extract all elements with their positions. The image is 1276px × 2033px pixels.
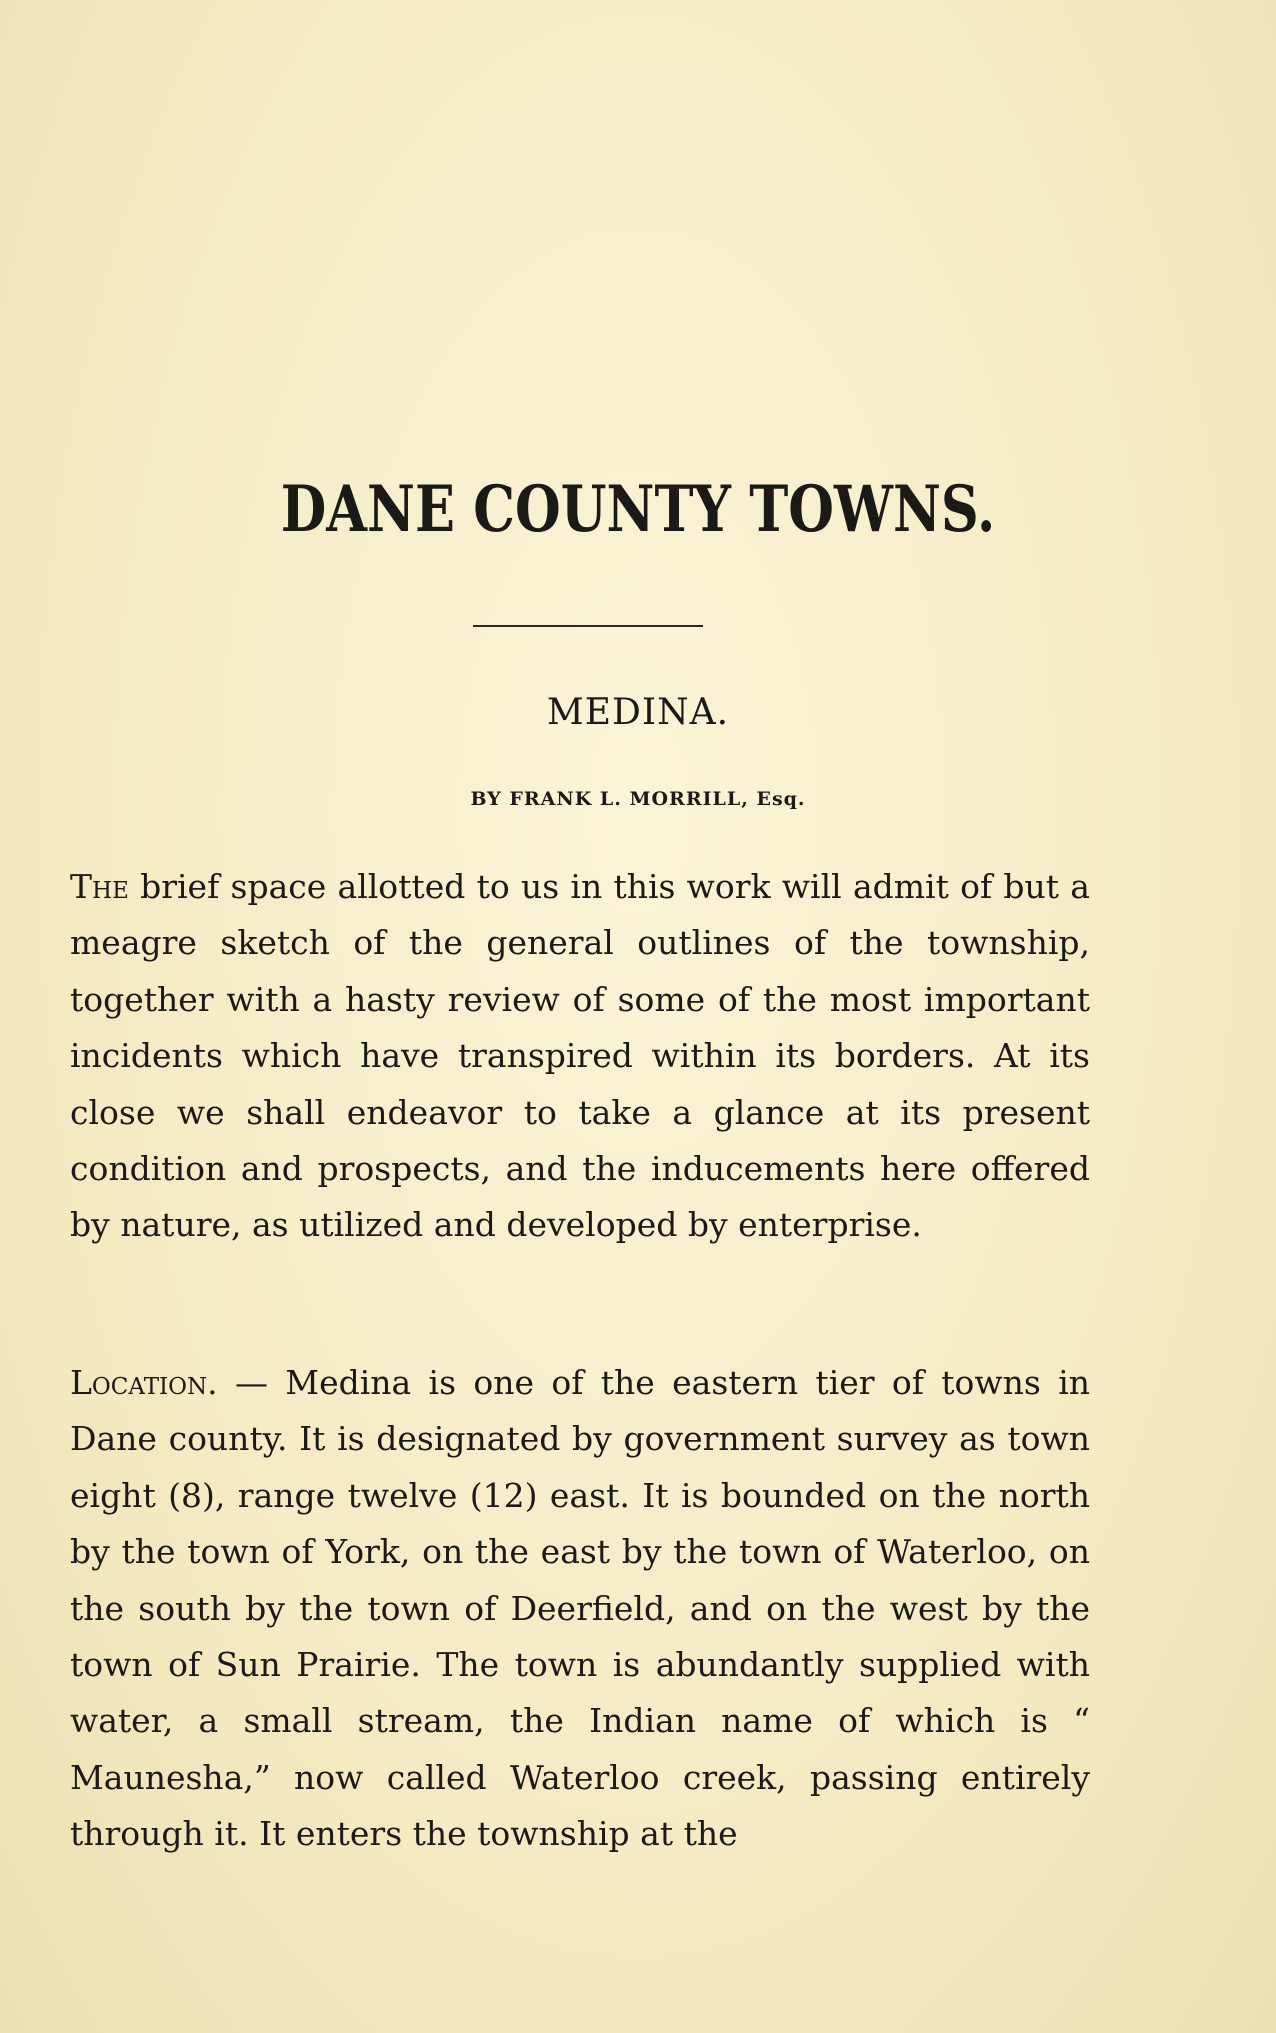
location-heading: Location. xyxy=(70,1363,218,1402)
location-paragraph xyxy=(70,1355,1090,1863)
location-text: — Medina is one of the eastern tier of towns in Dane county. It is designated by government survey as town eight (8), range twelve (12) east. It is bounded on the north by the town of York, on the east by the town of Waterloo, on the south by the town of Deerfield, and on the west by the town of Sun Prairie. The town is abundantly supplied with water, a small stream, the Indian name of which is “ Maunesha,” now called Waterloo creek, passing entirely through it. It enters the township at the xyxy=(70,1363,1090,1854)
author-byline: BY FRANK L. MORRILL, Esq. xyxy=(470,788,806,810)
intro-text: brief space allotted to us in this work will admit of but a meagre sketch of the general outlines of the township, together with a hasty review of some of the most important incidents which have transpired within its borders. At its close we shall endeavor to take a glance at its present condition and prospects, and the inducements here offered by nature, as utilized and developed by enterprise. xyxy=(70,867,1090,1245)
page-title: DANE COUNTY TOWNS. xyxy=(280,472,996,547)
intro-paragraph xyxy=(70,859,1090,1254)
section-title: MEDINA. xyxy=(546,692,730,733)
title-divider xyxy=(473,625,703,627)
intro-lead-word: The xyxy=(70,867,129,906)
